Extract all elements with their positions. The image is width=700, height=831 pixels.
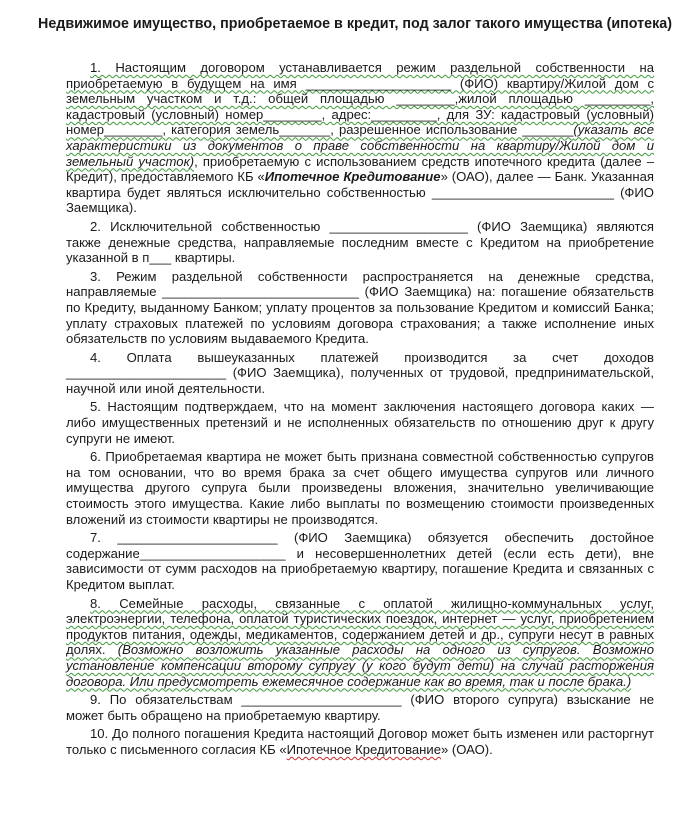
- clause-10: [66, 726, 654, 757]
- bank-name-2: Ипотечное Кредитование: [286, 741, 441, 757]
- clause-1-text: 1. Настоящим договором устанавливается режим раздельной собственности на приобретаемую в будущем на имя ____________________ (ФИО) квартиру/Жилой дом с земельным участком и т.д.: общей площадью ________,жилой площадью _________, кадастровый (условный) номер________, адрес:_________, для ЗУ: кадастровый (условный) номер________, категория земель_______, разрешенное использование _______: [66, 60, 654, 138]
- clause-10-text: 10. До полного погашения Кредита настоящий Договор может быть изменен или расторгнут только с письменного согласия КБ «: [66, 726, 654, 757]
- clause-3: 3. Режим раздельной собственности распространяется на денежные средства, направляемые ___________________________ (ФИО Заемщика) на: погашение обязательств по Кредиту, выданному Банком; уплату процентов за пользование Кредитом и комиссий Банка; уплату страховых платежей по условиям договора страхования; а также исполнение иных обязательств по условиям выдаваемого Кредита.: [66, 268, 654, 347]
- clause-1-text-cont: , приобретаемую с использованием средств ипотечного кредита (далее – Кредит), предоставляемого КБ «: [66, 153, 655, 185]
- document-title: Недвижимое имущество, приобретаемое в кредит, под залог такого имущества (ипотека): [38, 16, 672, 32]
- clause-1: [66, 60, 654, 216]
- clause-8: [66, 596, 654, 690]
- clause-8-text: 8. Семейные расходы, связанные с оплатой жилищно-коммунальных услуг, электроэнергии, телефона, оплатой туристических поездок, интернет — услуг, приобретением продуктов питания, одежды, медикаментов, содержанием детей и др., супруги несут в равных долях.: [66, 595, 654, 658]
- clause-5: 5. Настоящим подтверждаем, что на момент заключения настоящего договора каких — либо имущественных претензий и не исполненных обязательств по отношению друг к другу супруги не имеют.: [66, 399, 654, 446]
- bank-name: Ипотечное Кредитование: [264, 169, 441, 185]
- clause-4: 4. Оплата вышеуказанных платежей производится за счет доходов ______________________ (ФИО Заемщика), полученных от трудовой, предпринимательской, научной или иной деятельности.: [66, 349, 654, 396]
- clause-6: 6. Приобретаемая квартира не может быть признана совместной собственностью супругов на том основании, что во время брака за счет общего имущества супругов или личного имущества другого супруга были произведены вложения, значительно увеличивающие стоимость этого имущества. Какие либо выплаты по возмещению стоимости произведенных вложений из стоимости квартиры не производятся.: [66, 449, 654, 527]
- clause-10-text-end: » (ОАО).: [440, 741, 493, 757]
- clause-8-note: (Возможно возложить указанные расходы на одного из супругов. Возможно установление компенсации второму супругу (у кого будут дети) на случай расторжения договора. Или предусмотреть ежемесячное содержание как во время, так и после брака.): [66, 642, 654, 689]
- clause-1-note: (указать все характеристики из документов о праве собственности на квартиру/Жилой дом и земельный участок): [66, 122, 654, 169]
- clause-7: 7. ______________________ (ФИО Заемщика) обязуется обеспечить достойное содержание____________________ и несовершеннолетних детей (если есть дети), вне зависимости от сумм расходов на приобретаемую квартиру, погашение Кредита и связанных с Кредитом выплат.: [66, 530, 654, 592]
- clause-2: 2. Исключительной собственностью ___________________ (ФИО Заемщика) являются также денежные средства, направляемые последним вместе с Кредитом на приобретение указанной в п___ квартиры.: [66, 218, 654, 266]
- clause-9: 9. По обязательствам ______________________ (ФИО второго супруга) взыскание не может быть обращено на приобретаемую квартиру.: [66, 692, 654, 723]
- clause-1-text-end: » (ОАО), далее — Банк. Указанная квартира будет являться исключительно собственностью _________________________ (ФИО Заемщика).: [66, 169, 654, 216]
